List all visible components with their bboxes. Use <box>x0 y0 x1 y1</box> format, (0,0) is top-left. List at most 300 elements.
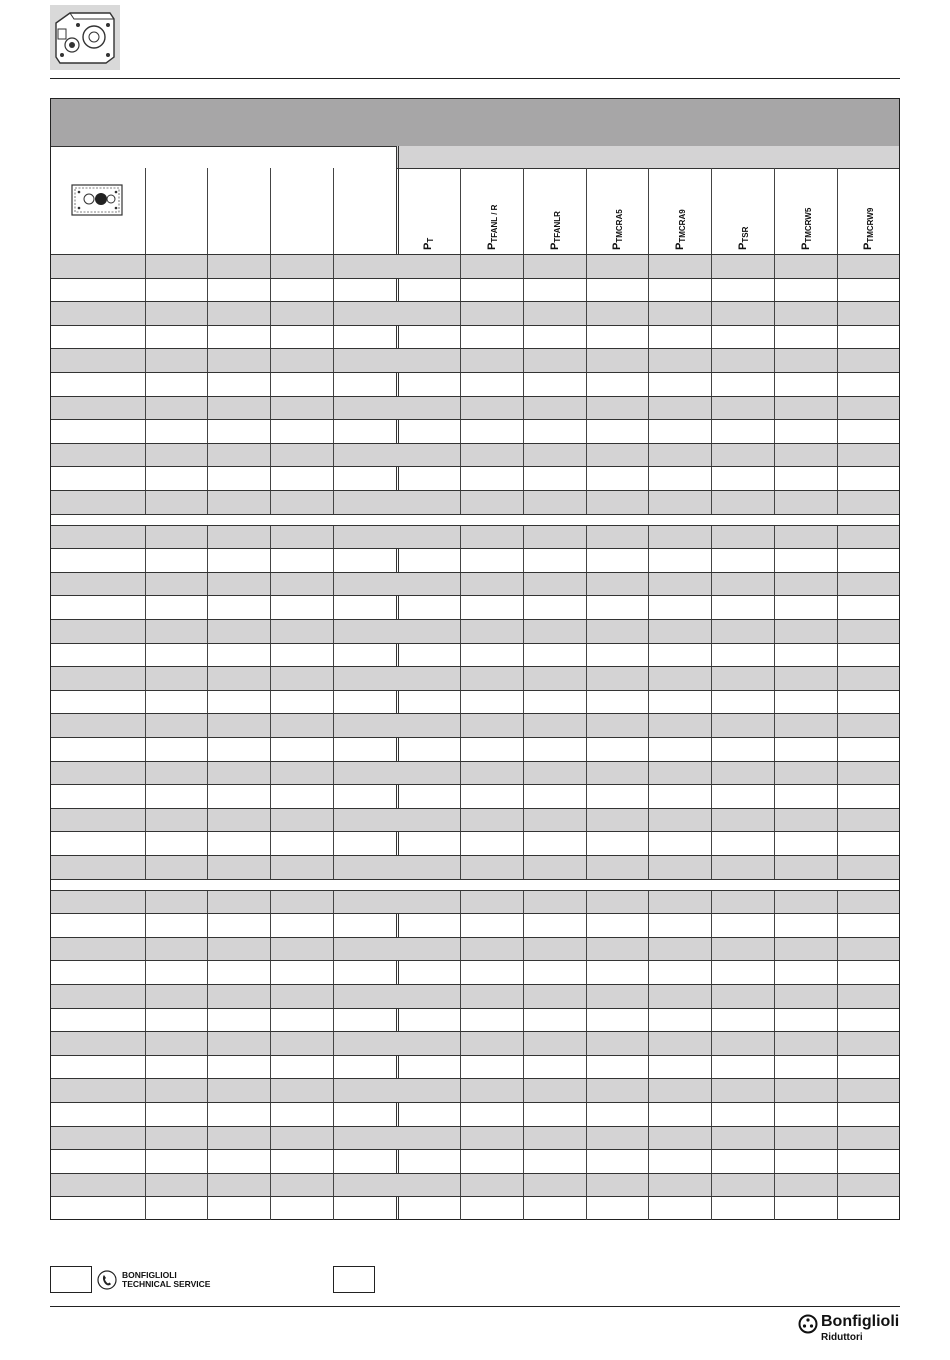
table-cell <box>460 856 523 879</box>
table-cell <box>397 397 460 420</box>
power-subscript: TFANLR <box>552 211 562 243</box>
table-cell <box>145 914 207 937</box>
table-cell <box>145 832 207 855</box>
table-cell <box>333 397 397 420</box>
table-row <box>51 984 899 1008</box>
table-row <box>51 784 899 808</box>
table-cell <box>711 279 774 302</box>
table-row <box>51 666 899 690</box>
table-row <box>51 1102 899 1126</box>
phone-icon <box>97 1270 117 1290</box>
table-cell <box>711 1197 774 1220</box>
table-cell <box>837 914 899 937</box>
table-row <box>51 348 899 372</box>
table-cell <box>270 856 333 879</box>
table-cell <box>586 467 648 490</box>
table-cell <box>837 467 899 490</box>
table-header-left <box>51 146 397 254</box>
table-cell <box>711 691 774 714</box>
table-cell <box>586 938 648 961</box>
table-cell <box>270 326 333 349</box>
table-cell <box>837 573 899 596</box>
table-cell <box>837 397 899 420</box>
table-cell <box>523 809 586 832</box>
table-cell <box>586 526 648 549</box>
table-title-band <box>51 99 899 147</box>
table-cell <box>774 397 837 420</box>
table-cell <box>711 526 774 549</box>
table-cell <box>774 644 837 667</box>
table-cell <box>397 420 460 443</box>
table-cell <box>523 891 586 914</box>
table-cell <box>648 714 711 737</box>
table-cell <box>460 985 523 1008</box>
table-cell <box>711 856 774 879</box>
bottom-divider <box>50 1306 900 1307</box>
table-cell <box>523 1197 586 1220</box>
table-cell <box>333 1056 397 1079</box>
table-cell <box>270 914 333 937</box>
table-cell <box>774 938 837 961</box>
table-cell <box>586 573 648 596</box>
table-cell <box>774 1150 837 1173</box>
table-cell <box>333 491 397 514</box>
table-cell <box>837 1150 899 1173</box>
table-row <box>51 525 899 549</box>
table-cell <box>145 1103 207 1126</box>
table-cell <box>333 644 397 667</box>
power-column-label <box>737 227 750 250</box>
table-cell <box>586 644 648 667</box>
table-cell <box>586 1174 648 1197</box>
table-cell <box>648 961 711 984</box>
table-cell <box>711 1127 774 1150</box>
table-cell <box>145 326 207 349</box>
table-cell <box>270 762 333 785</box>
table-cell <box>837 738 899 761</box>
table-cell <box>837 832 899 855</box>
table-cell <box>207 832 270 855</box>
table-cell <box>145 397 207 420</box>
table-cell <box>774 491 837 514</box>
table-cell <box>774 961 837 984</box>
table-cell <box>145 1079 207 1102</box>
table-cell <box>270 1079 333 1102</box>
table-cell <box>333 349 397 372</box>
table-cell <box>460 1150 523 1173</box>
table-cell <box>648 938 711 961</box>
power-subscript: TFANL / R <box>489 204 499 243</box>
table-cell <box>523 714 586 737</box>
table-cell <box>333 832 397 855</box>
table-cell <box>333 667 397 690</box>
table-cell <box>837 644 899 667</box>
table-cell <box>460 914 523 937</box>
table-cell <box>648 914 711 937</box>
group-separator <box>51 879 899 890</box>
service-line-2: TECHNICAL SERVICE <box>122 1279 211 1289</box>
table-row <box>51 396 899 420</box>
table-cell <box>648 832 711 855</box>
table-cell <box>523 691 586 714</box>
table-cell <box>397 938 460 961</box>
table-cell <box>774 373 837 396</box>
table-cell <box>397 349 460 372</box>
table-cell <box>145 526 207 549</box>
table-cell <box>333 373 397 396</box>
table-cell <box>460 596 523 619</box>
table-cell <box>207 938 270 961</box>
table-cell <box>397 1103 460 1126</box>
table-cell <box>333 1103 397 1126</box>
gearbox-mini-icon <box>71 184 123 216</box>
table-cell <box>711 1079 774 1102</box>
table-cell <box>523 914 586 937</box>
table-cell <box>648 985 711 1008</box>
table-cell <box>837 985 899 1008</box>
table-cell <box>270 255 333 278</box>
table-cell <box>774 1127 837 1150</box>
technical-service-label <box>122 1271 210 1289</box>
table-cell <box>711 785 774 808</box>
table-cell <box>774 856 837 879</box>
table-cell <box>270 1032 333 1055</box>
table-cell <box>145 279 207 302</box>
table-cell <box>207 1174 270 1197</box>
table-cell <box>397 785 460 808</box>
power-subscript: TMCRA5 <box>615 209 624 243</box>
table-cell <box>145 714 207 737</box>
table-cell <box>648 573 711 596</box>
header-col-1 <box>145 168 207 254</box>
table-cell <box>460 444 523 467</box>
table-cell <box>333 1150 397 1173</box>
table-cell <box>397 809 460 832</box>
table-cell <box>207 255 270 278</box>
table-cell <box>145 373 207 396</box>
table-cell <box>397 856 460 879</box>
table-cell <box>207 1197 270 1220</box>
table-cell <box>145 938 207 961</box>
table-cell <box>270 785 333 808</box>
table-cell <box>774 255 837 278</box>
table-cell <box>270 891 333 914</box>
table-cell <box>837 279 899 302</box>
table-cell <box>523 373 586 396</box>
table-cell <box>270 985 333 1008</box>
table-cell <box>648 1150 711 1173</box>
table-cell <box>837 526 899 549</box>
table-cell <box>145 644 207 667</box>
table-cell <box>333 302 397 325</box>
table-cell <box>586 762 648 785</box>
table-cell <box>837 326 899 349</box>
table-cell <box>774 1103 837 1126</box>
table-cell <box>333 856 397 879</box>
power-column-label <box>862 208 875 250</box>
table-cell <box>837 762 899 785</box>
table-row <box>51 761 899 785</box>
table-cell <box>460 1032 523 1055</box>
table-cell <box>586 349 648 372</box>
table-cell <box>460 832 523 855</box>
table-cell <box>460 1103 523 1126</box>
table-row <box>51 325 899 349</box>
table-cell <box>774 1197 837 1220</box>
table-cell <box>270 1150 333 1173</box>
table-cell <box>837 785 899 808</box>
table-cell <box>460 762 523 785</box>
table-cell <box>711 255 774 278</box>
table-cell <box>523 526 586 549</box>
table-cell <box>145 1032 207 1055</box>
table-cell <box>460 785 523 808</box>
table-cell <box>460 961 523 984</box>
table-cell <box>460 1009 523 1032</box>
table-cell <box>523 738 586 761</box>
table-cell <box>460 809 523 832</box>
table-cell <box>837 549 899 572</box>
table-cell <box>333 620 397 643</box>
table-cell <box>837 938 899 961</box>
table-cell <box>460 349 523 372</box>
table-cell <box>774 526 837 549</box>
table-cell <box>711 667 774 690</box>
table-cell <box>145 809 207 832</box>
table-row <box>51 1126 899 1150</box>
table-row <box>51 572 899 596</box>
table-row <box>51 1031 899 1055</box>
table-cell <box>648 762 711 785</box>
header-col-2 <box>207 168 270 254</box>
table-cell <box>837 1127 899 1150</box>
table-cell <box>270 573 333 596</box>
table-cell <box>397 1009 460 1032</box>
table-cell <box>774 1174 837 1197</box>
table-cell <box>711 1174 774 1197</box>
table-cell <box>145 667 207 690</box>
table-cell <box>460 420 523 443</box>
table-cell <box>207 856 270 879</box>
table-cell <box>397 326 460 349</box>
table-cell <box>648 785 711 808</box>
table-cell <box>523 856 586 879</box>
table-cell <box>586 491 648 514</box>
table-row <box>51 466 899 490</box>
brand-subtitle: Riduttori <box>821 1332 863 1343</box>
table-cell <box>397 1032 460 1055</box>
power-symbol: P <box>799 242 812 250</box>
table-cell <box>397 279 460 302</box>
table-cell <box>207 961 270 984</box>
table-cell <box>270 1103 333 1126</box>
table-cell <box>207 1056 270 1079</box>
table-cell <box>207 302 270 325</box>
table-cell <box>207 1032 270 1055</box>
table-cell <box>837 1056 899 1079</box>
table-cell <box>523 349 586 372</box>
table-cell <box>523 644 586 667</box>
table-cell <box>460 279 523 302</box>
table-cell <box>145 420 207 443</box>
table-cell <box>460 373 523 396</box>
table-cell <box>460 491 523 514</box>
table-cell <box>460 1127 523 1150</box>
table-row <box>51 831 899 855</box>
table-row <box>51 490 899 514</box>
table-cell <box>774 467 837 490</box>
table-cell <box>711 349 774 372</box>
table-cell <box>333 420 397 443</box>
table-cell <box>460 255 523 278</box>
table-cell <box>586 549 648 572</box>
table-cell <box>586 397 648 420</box>
table-cell <box>333 326 397 349</box>
table-cell <box>648 1079 711 1102</box>
table-cell <box>333 1174 397 1197</box>
table-cell <box>397 714 460 737</box>
table-cell <box>333 255 397 278</box>
power-subscript: T <box>425 237 435 243</box>
table-cell <box>397 1127 460 1150</box>
table-cell <box>270 349 333 372</box>
table-cell <box>648 1197 711 1220</box>
table-cell <box>145 961 207 984</box>
revision-box <box>333 1266 375 1293</box>
table-cell <box>207 1103 270 1126</box>
table-cell <box>711 1032 774 1055</box>
table-cell <box>586 1032 648 1055</box>
table-cell <box>397 1150 460 1173</box>
table-cell <box>145 1197 207 1220</box>
table-cell <box>711 420 774 443</box>
table-cell <box>711 491 774 514</box>
table-cell <box>586 302 648 325</box>
table-cell <box>397 1174 460 1197</box>
table-cell <box>648 302 711 325</box>
table-cell <box>460 573 523 596</box>
table-cell <box>207 373 270 396</box>
table-row <box>51 254 899 278</box>
table-cell <box>837 667 899 690</box>
table-cell <box>333 1079 397 1102</box>
table-cell <box>648 891 711 914</box>
table-cell <box>270 961 333 984</box>
table-cell <box>774 1079 837 1102</box>
table-cell <box>711 373 774 396</box>
table-cell <box>774 667 837 690</box>
table-cell <box>586 444 648 467</box>
table-cell <box>774 573 837 596</box>
table-cell <box>145 573 207 596</box>
table-cell <box>586 1197 648 1220</box>
table-cell <box>145 738 207 761</box>
table-cell <box>523 832 586 855</box>
table-cell <box>270 620 333 643</box>
table-cell <box>270 1056 333 1079</box>
table-cell <box>460 738 523 761</box>
table-cell <box>270 596 333 619</box>
table-row <box>51 690 899 714</box>
table-cell <box>774 279 837 302</box>
table-cell <box>586 1009 648 1032</box>
table-row <box>51 808 899 832</box>
table-cell <box>333 785 397 808</box>
table-cell <box>648 667 711 690</box>
table-cell <box>270 467 333 490</box>
table-cell <box>207 467 270 490</box>
bonfiglioli-logo-icon <box>798 1314 818 1334</box>
table-cell <box>523 1056 586 1079</box>
table-row <box>51 619 899 643</box>
table-cell <box>523 667 586 690</box>
table-cell <box>523 1032 586 1055</box>
table-cell <box>460 526 523 549</box>
table-cell <box>586 620 648 643</box>
table-cell <box>270 1009 333 1032</box>
table-cell <box>837 373 899 396</box>
power-symbol: P <box>421 242 434 250</box>
table-cell <box>648 856 711 879</box>
table-cell <box>270 279 333 302</box>
table-cell <box>837 691 899 714</box>
group-separator <box>51 514 899 525</box>
table-cell <box>397 1197 460 1220</box>
table-cell <box>270 1197 333 1220</box>
table-cell <box>270 302 333 325</box>
table-cell <box>207 1079 270 1102</box>
power-column-header <box>397 168 460 254</box>
table-cell <box>397 549 460 572</box>
table-cell <box>648 526 711 549</box>
table-cell <box>837 1197 899 1220</box>
table-cell <box>270 1174 333 1197</box>
table-cell <box>333 573 397 596</box>
table-cell <box>774 809 837 832</box>
table-cell <box>145 549 207 572</box>
power-symbol: P <box>736 242 749 250</box>
table-cell <box>397 596 460 619</box>
table-cell <box>774 914 837 937</box>
table-cell <box>270 691 333 714</box>
table-cell <box>711 832 774 855</box>
table-cell <box>397 373 460 396</box>
table-row <box>51 1173 899 1197</box>
table-cell <box>207 714 270 737</box>
table-cell <box>523 961 586 984</box>
table-cell <box>648 549 711 572</box>
table-cell <box>145 620 207 643</box>
table-cell <box>586 1103 648 1126</box>
table-cell <box>145 349 207 372</box>
table-cell <box>711 467 774 490</box>
service-line-1: BONFIGLIOLI <box>122 1270 177 1280</box>
table-cell <box>586 596 648 619</box>
table-cell <box>774 832 837 855</box>
table-cell <box>207 1150 270 1173</box>
table-cell <box>774 762 837 785</box>
power-column-header <box>460 168 523 254</box>
power-column-label <box>611 209 624 250</box>
brand-name: Bonfiglioli <box>821 1313 900 1330</box>
table-cell <box>397 526 460 549</box>
table-cell <box>648 809 711 832</box>
table-cell <box>586 832 648 855</box>
table-cell <box>711 573 774 596</box>
table-cell <box>711 1009 774 1032</box>
table-cell <box>460 891 523 914</box>
table-cell <box>145 255 207 278</box>
